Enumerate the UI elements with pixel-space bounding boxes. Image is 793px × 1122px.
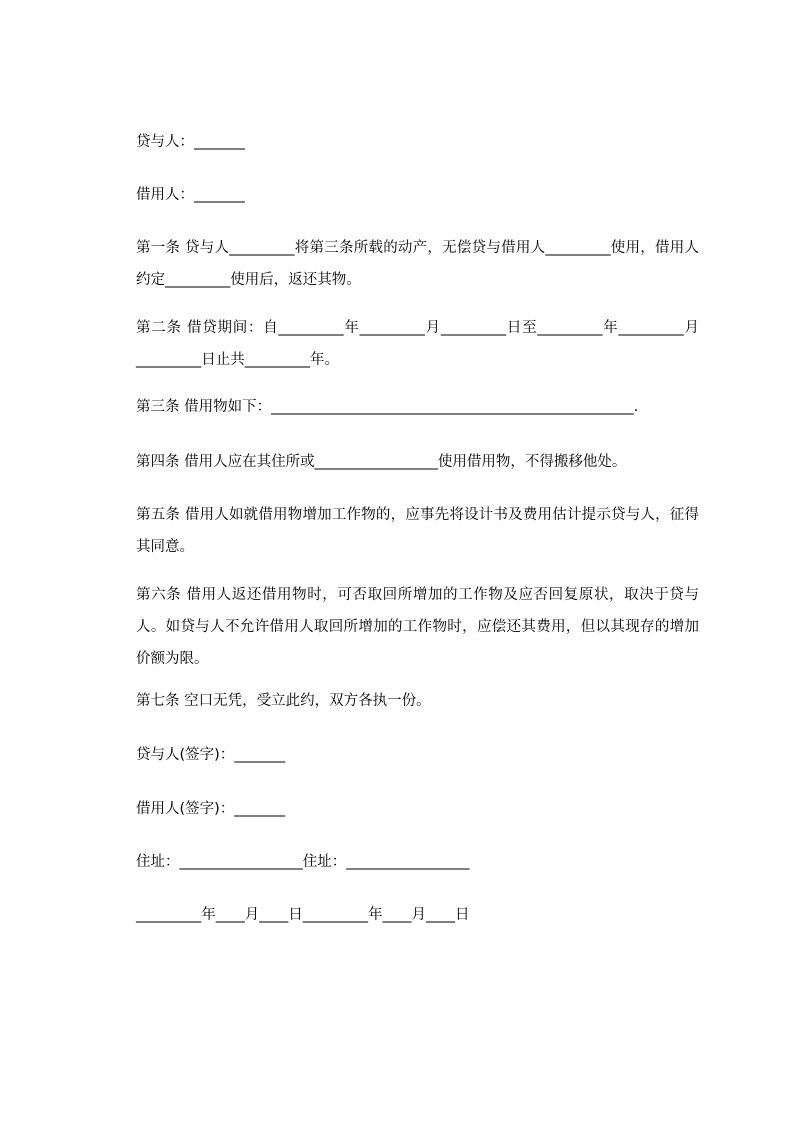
article-2: 第二条 借贷期间：自_________年_________月_________日至_________年_________月_________日止共_________年。: [136, 320, 699, 368]
article-3: 第三条 借用物如下：__________________________________________________.: [136, 399, 639, 415]
article-6: 第六条 借用人返还借用物时，可否取回所增加的工作物及应否回复原状，取决于贷与人。如贷与人不允许借用人取回所增加的工作物时，应偿还其费用，但以其现存的增加价额为限。: [136, 587, 699, 667]
borrower-signature: 借用人(签字)：_______: [136, 801, 286, 817]
article-7: 第七条 空口无凭，受立此约，双方各执一份。: [136, 693, 431, 709]
article-4: 第四条 借用人应在其住所或_________________使用借用物，不得搬移他处。: [136, 454, 627, 470]
lender-line: 贷与人：_______: [136, 134, 245, 150]
lender-signature: 贷与人(签字)：_______: [136, 747, 286, 763]
article-5: 第五条 借用人如就借用物增加工作物的，应事先将设计书及费用估计提示贷与人，征得其同意。: [136, 507, 699, 555]
article-1: 第一条 贷与人_________将第三条所载的动产，无偿贷与借用人_________使用，借用人约定_________使用后，返还其物。: [136, 240, 699, 288]
date-line: _________年____月____日_________年____月____日: [136, 907, 470, 923]
address-line: 住址：_________________住址：_________________: [136, 854, 470, 870]
borrower-line: 借用人：_______: [136, 187, 245, 203]
